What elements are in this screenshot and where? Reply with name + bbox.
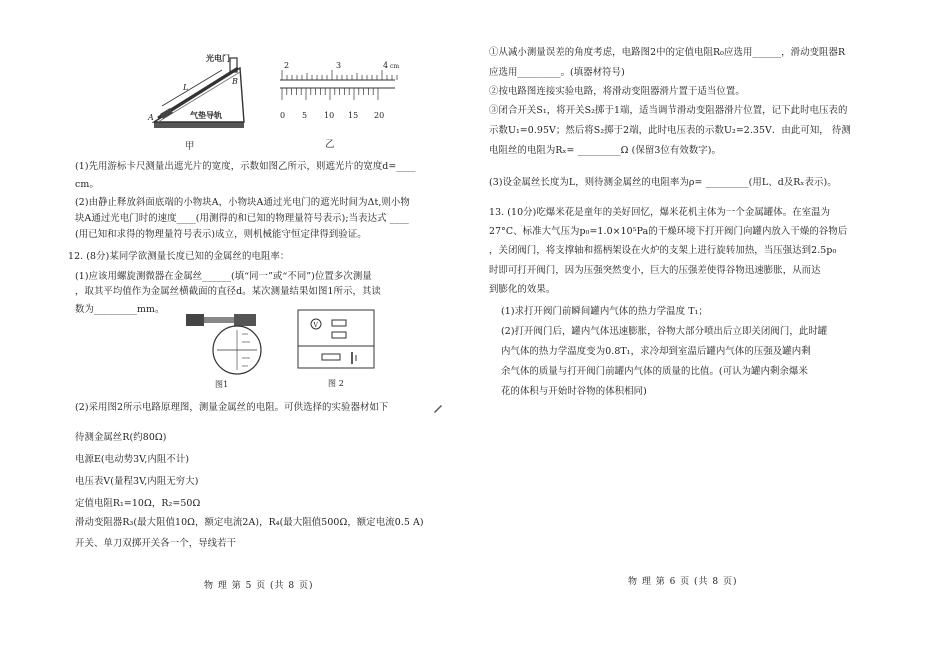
q13-line: (2)打开阀门后，罐内气体迅速膨胀，谷物大部分喷出后立即关闭阀门，此时罐 [501,326,828,337]
label-L: L [183,83,189,92]
photogate-label: 光电门 [206,53,230,63]
q12-continued-line: (3)设金属丝长度为L，则待测金属丝的电阻率为ρ= _________(用L、d及Rₓ表示)。 [489,177,837,188]
q12-p2-line: (2)采用图2所示电路原理图，测量金属丝的电阻。可供选择的实验器材如下 [75,402,389,413]
q12-continued-line: 示数U₁=0.95V；然后将S₂掷于2端，此时电压表的示数U₂=2.35V．由此可知， 待测 [489,125,851,136]
q12-continued-line: ②按电路图连接实验电路，将滑动变阻器滑片置于适当位置。 [489,86,745,97]
q13-line: 27°C、标准大气压为p₀=1.0×10⁵Pa的干燥环境下打开阀门向罐内放入干燥的谷物后 [489,226,848,237]
q13-line: ，关闭阀门，将支撑轴和摇柄架设在火炉的支架上进行旋转加热，当压强达到2.5p₀ [489,245,837,256]
equipment-item: 待测金属丝R(约80Ω) [75,432,167,443]
caption-yi: 乙 [325,139,335,150]
figure-yi [270,58,400,128]
caption-jia: 甲 [185,141,195,152]
track-label: 气垫导轨 [190,110,222,120]
right-page [475,0,950,658]
left-footer: 物 理 第 5 页 (共 8 页) [204,581,314,591]
micrometer-frame [186,314,204,326]
vernier-tick-label: 5 [302,111,308,120]
q13-line: (1)求打开阀门前瞬间罐内气体的热力学温度 T₁； [501,306,708,317]
q12-p1-line2: ，取其平均值作为金属丝横截面的直径d。某次测量结果如图1所示，其读 [75,286,381,297]
equipment-item: 电压表V(量程3V,内阻无穷大) [75,476,199,487]
q12-p1-line1: (1)应该用螺旋测微器在金属丝______(填“同一”或“不同”)位置多次测量 [75,271,372,282]
q11-part1-line1: (1)先用游标卡尺测量出遮光片的宽度，示数如图乙所示，则遮光片的宽度d=____ [75,161,416,172]
vernier-tick-label: 20 [374,111,385,120]
main-tick-label: 3 [336,61,342,70]
figure-jia [140,52,260,144]
q13-line: 时即可打开阀门，因为压强突然变小，巨大的压强差使得谷物迅速膨胀，从而达 [489,265,821,276]
vernier-tick-label: 0 [280,111,286,120]
vernier-tick-label: 10 [324,111,335,120]
label-B: B [232,77,238,86]
q12-continued-line: ①从减小测量误差的角度考虑，电路图2中的定值电阻R₀应选用______，滑动变阻器R [489,47,846,58]
right-footer: 物 理 第 6 页 (共 8 页) [628,577,738,587]
q12-title: 12. (8分)某同学欲测量长度已知的金属丝的电阻率： [68,251,290,262]
q11-part2-line1: (2)由静止释放斜面底端的小物块A，小物块A通过光电门的遮光时间为Δt,则小物 [75,197,410,208]
figure-2-circuit [292,302,384,374]
q12-continued-line: 应选用_________。(填器材符号) [489,67,625,78]
q13-line: 到膨化的效果。 [489,284,556,295]
q12-continued-line: ③闭合开关S₁，将开关S₂掷于1端，适当调节滑动变阻器滑片位置，记下此时电压表的 [489,105,848,116]
resistor-symbol [332,320,346,326]
incline-base [154,122,244,128]
equipment-item: 开关、单刀双掷开关各一个，导线若干 [75,538,237,549]
equipment-item: 滑动变阻器R₃(最大阻值10Ω，额定电流2A)，R₄(最大阻值500Ω，额定电流0.5 A) [75,517,424,528]
micrometer-thimble [234,314,256,326]
q13-line: 内气体的热力学温度变为0.8T₁，求冷却到室温后罐内气体的压强及罐内剩 [501,346,811,357]
figure-1-micrometer [182,300,272,380]
unit-label: cm [390,63,400,70]
q11-part2-line3: (用已知和求得的物理量符号表示)成立，则机械能守恒定律得到验证。 [75,229,367,240]
q11-part1-line2: cm。 [75,179,99,190]
q12-continued-line: 电阻丝的电阻为Rₓ= _________Ω (保留3位有效数字)。 [489,145,722,156]
label-A: A [148,113,154,122]
equipment-item: 电源E(电动势3V,内阻不计) [75,454,190,465]
vernier-tick-label: 15 [348,111,359,120]
q13-line: 花的体积与开始时谷物的体积相同) [501,386,647,397]
rheostat-symbol [322,354,340,360]
equipment-item: 定值电阻R₁=10Ω，R₂=50Ω [75,498,201,509]
q11-part2-line2: 块A通过光电门时的速度____(用测得的和已知的物理量符号表示);当表达式 ____ [75,213,409,224]
q13-line: 余气体的质量与打开阀门前罐内气体的质量的比值。(可认为罐内剩余爆米 [501,366,808,377]
main-tick-label: 2 [284,61,290,70]
main-tick-label: 4 [383,61,389,70]
pencil-icon [432,399,444,418]
fig1-caption: 图1 [215,380,229,389]
fig2-caption: 图 2 [328,379,344,388]
resistor-symbol [332,332,346,338]
q13-line: 13. (10分)吃爆米花是童年的美好回忆，爆米花机主体为一个金属罐体。在室温为 [489,207,831,218]
q12-p1-line3: 数为_________mm。 [75,304,165,315]
svg-text:V: V [313,322,318,329]
